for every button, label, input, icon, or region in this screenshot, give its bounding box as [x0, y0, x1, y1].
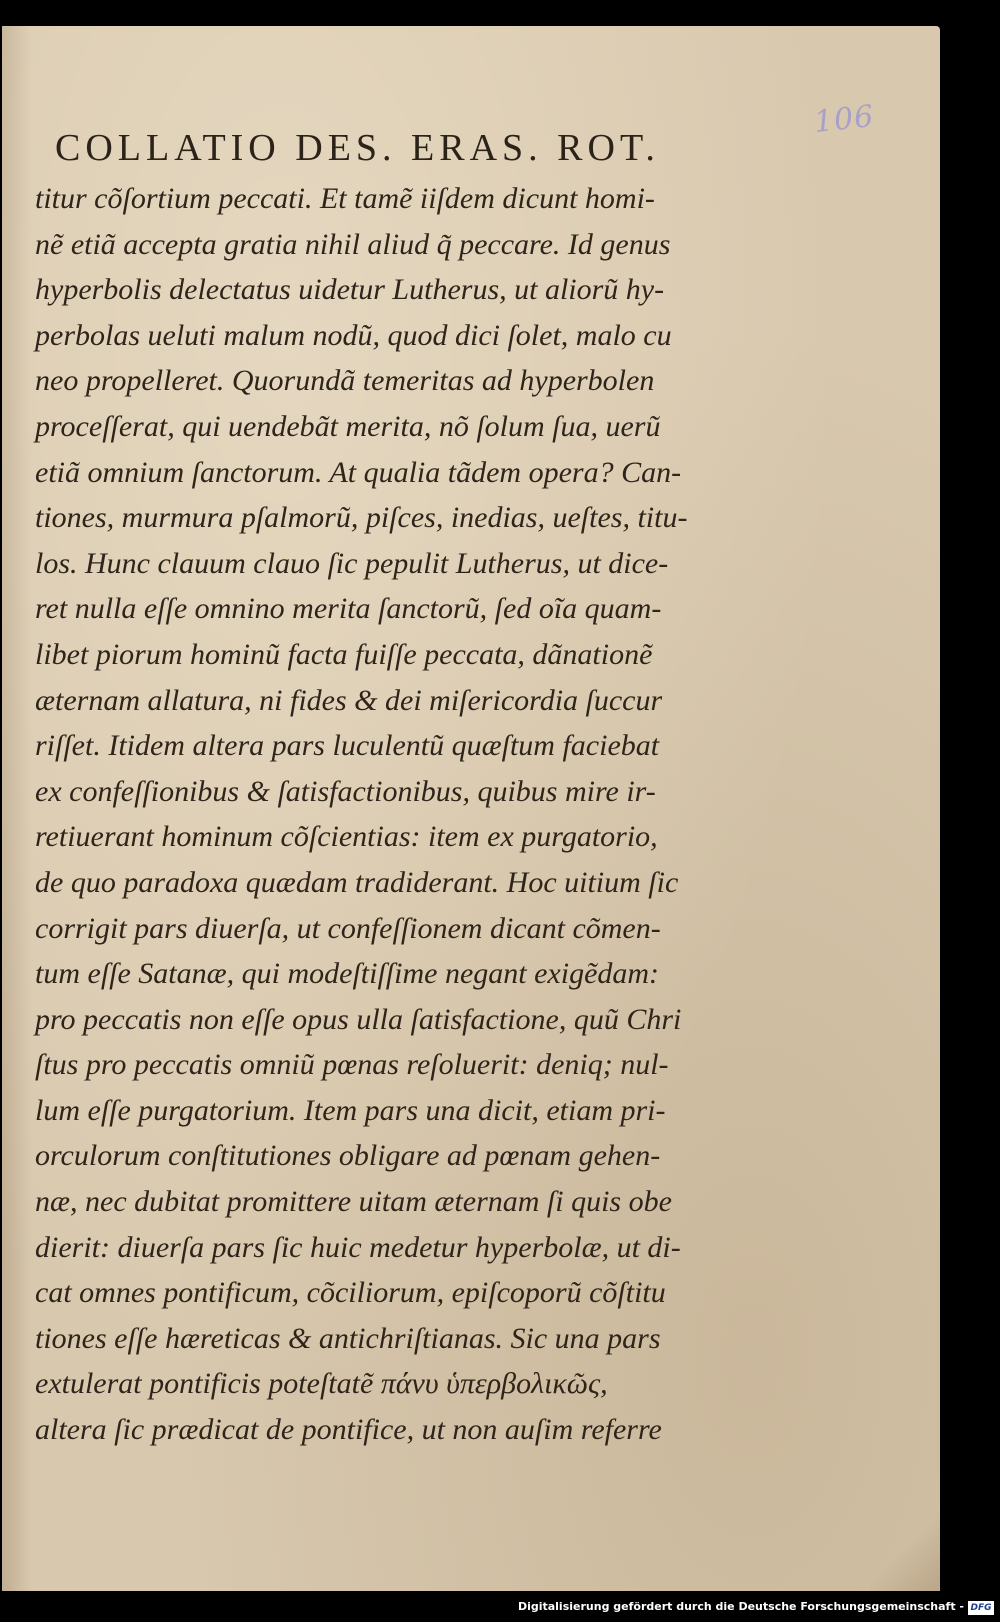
text-line: ſtus pro peccatis omniũ pœnas reſoluerit: deniq; nul-: [35, 1048, 669, 1082]
text-line: libet piorum hominũ facta fuiſſe peccata, dãnationẽ: [35, 637, 653, 671]
funding-credit: Digitalisierung gefördert durch die Deutsche Forschungsgemeinschaft -: [517, 1600, 964, 1613]
text-line: nẽ etiã accepta gratia nihil aliud q̃ peccare. Id genus: [35, 227, 671, 261]
text-line: ex confeſſionibus & ſatisfactionibus, quibus mire ir-: [35, 774, 656, 808]
text-line: proceſſerat, qui uendebãt merita, nõ ſolum ſua, uerũ: [35, 409, 661, 443]
text-line: perbolas ueluti malum nodũ, quod dici ſolet, malo cu: [35, 318, 672, 352]
text-line: pro peccatis non eſſe opus ulla ſatisfactione, quũ Chri: [35, 1002, 682, 1036]
text-line: titur cõſortium peccati. Et tamẽ iiſdem dicunt homi-: [35, 182, 655, 215]
text-line: corrigit pars diuerſa, ut confeſſionem dicant cõmen-: [35, 911, 661, 945]
text-line: neo propelleret. Quorundã temeritas ad hyperbolen: [35, 364, 655, 398]
text-line: tiones eſſe hæreticas & antichriſtianas. Sic una pars: [35, 1321, 661, 1355]
text-line: æternam allatura, ni fides & dei miſericordia ſuccur: [35, 683, 663, 717]
text-line: retiuerant hominum cõſcientias: item ex purgatorio,: [35, 820, 658, 854]
text-line: næ, nec dubitat promittere uitam æternam ſi quis obe: [35, 1185, 672, 1219]
folio-number: 106: [812, 98, 876, 141]
page-corner-shadow: [870, 1501, 940, 1591]
text-line: orculorum conſtitutiones obligare ad pœnam gehen-: [35, 1139, 661, 1173]
book-page: [2, 26, 940, 1591]
text-line: extulerat pontificis poteſtatẽ πάνυ ὑπερβολικῶς,: [35, 1367, 608, 1401]
text-line: tiones, murmura pſalmorũ, piſces, inedias, ueſtes, titu-: [35, 501, 688, 535]
text-line: lum eſſe purgatorium. Item pars una dicit, etiam pri-: [35, 1093, 666, 1127]
text-line: los. Hunc clauum clauo ſic pepulit Lutherus, ut dice-: [35, 546, 669, 580]
text-line: riſſet. Itidem altera pars luculentũ quæſtum faciebat: [35, 729, 660, 763]
text-line: altera ſic prædicat de pontifice, ut non auſim referre: [35, 1413, 662, 1447]
text-line: hyperbolis delectatus uidetur Lutherus, ut aliorũ hy-: [35, 273, 665, 307]
text-line: de quo paradoxa quædam tradiderant. Hoc uitium ſic: [35, 865, 679, 899]
text-line: etiã omnium ſanctorum. At qualia tãdem opera? Can-: [35, 455, 682, 489]
dfg-logo: DFG: [968, 1601, 994, 1615]
running-head: COLLATIO DES. ERAS. ROT.: [55, 127, 660, 169]
text-block: [35, 176, 735, 1453]
text-line: dierit: diuerſa pars ſic huic medetur hyperbolæ, ut di-: [35, 1230, 681, 1264]
footer-bar: [0, 1596, 1000, 1622]
text-line: cat omnes pontificum, cõciliorum, epiſcoporũ cõſtitu: [35, 1276, 666, 1310]
text-line: ret nulla eſſe omnino merita ſanctorũ, ſed oĩa quam-: [35, 592, 662, 626]
text-line: tum eſſe Satanæ, qui modeſtiſſime negant exigẽdam:: [35, 957, 660, 991]
